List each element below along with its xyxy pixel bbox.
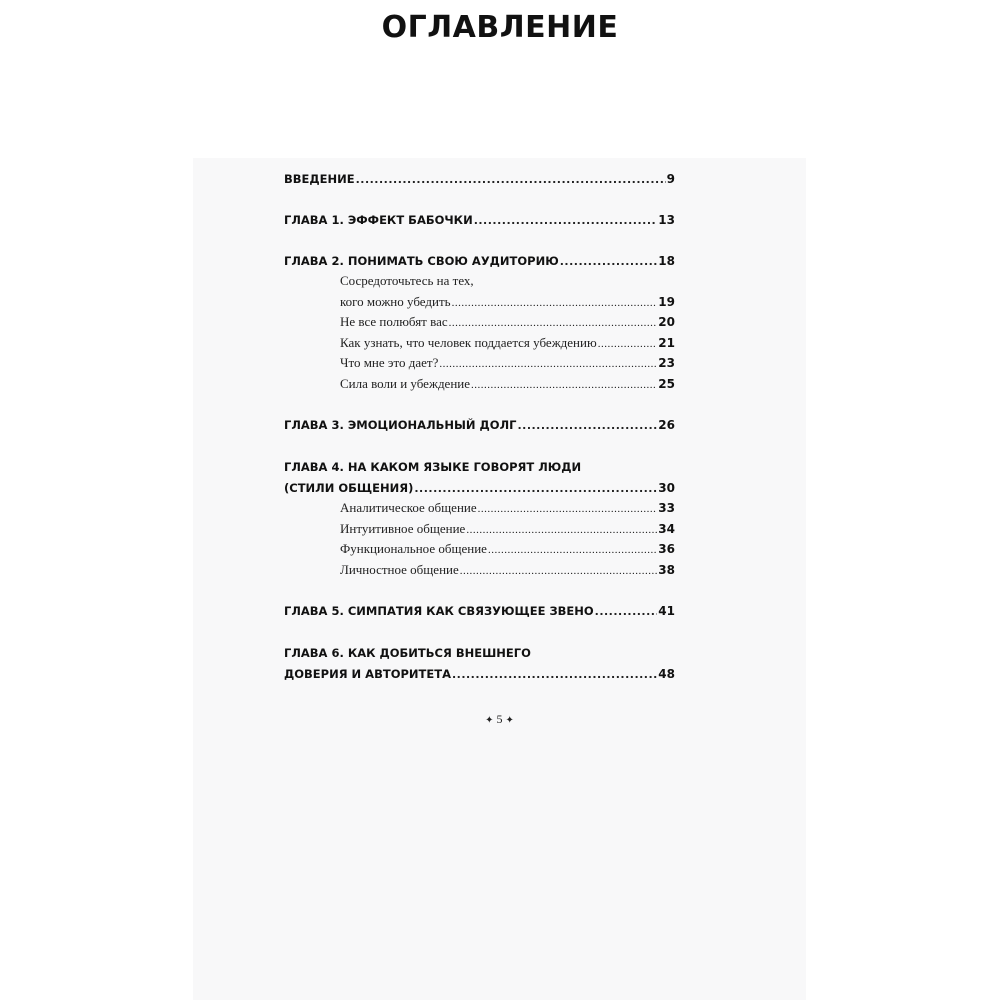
table-of-contents	[284, 169, 675, 684]
toc-entry-title: ВВЕДЕНИЕ	[284, 172, 355, 186]
toc-subentry-title: кого можно убедить	[340, 293, 451, 309]
toc-subentry-page: 21	[658, 335, 675, 350]
toc-entry-page: 18	[658, 254, 675, 268]
dot-leader	[356, 170, 666, 190]
toc-subentry-title: Функциональное общение	[340, 541, 487, 556]
toc-subentry-line: Сосредоточьтесь на тех,	[340, 273, 474, 288]
book-page	[193, 158, 806, 1000]
toc-subentry-title: Личностное общение	[340, 561, 459, 577]
toc-entry-intro[interactable]	[284, 169, 675, 189]
ornament-icon: ✦	[485, 715, 494, 726]
toc-entry-chapter-3[interactable]	[284, 415, 675, 435]
dot-leader	[452, 665, 657, 685]
toc-subentry[interactable]	[340, 374, 675, 395]
toc-subentry[interactable]	[340, 292, 675, 313]
toc-entry-page: 13	[658, 213, 675, 227]
toc-entry-chapter-2[interactable]	[284, 251, 675, 271]
dot-leader	[517, 416, 657, 436]
toc-subentry-title: Сила воли и убеждение	[340, 375, 471, 391]
toc-entry-title: ГЛАВА 2. ПОНИМАТЬ СВОЮ АУДИТОРИЮ	[284, 254, 559, 268]
page-footer	[193, 712, 806, 727]
toc-entry-page: 30	[658, 481, 675, 495]
toc-subentry-page: 19	[658, 294, 675, 309]
toc-subentry-page: 20	[658, 315, 675, 329]
dot-leader	[460, 561, 658, 582]
page-title: ОГЛАВЛЕНИЕ	[381, 10, 619, 45]
dot-leader	[471, 375, 657, 396]
dot-leader	[414, 479, 657, 499]
toc-subentry-page: 23	[658, 356, 675, 370]
dot-leader	[439, 354, 657, 375]
toc-entry-title: ГЛАВА 1. ЭФФЕКТ БАБОЧКИ	[284, 213, 473, 227]
toc-subentry-page: 25	[658, 376, 675, 391]
toc-entry-chapter-1[interactable]	[284, 210, 675, 230]
toc-entry-title-line: ГЛАВА 4. НА КАКОМ ЯЗЫКЕ ГОВОРЯТ ЛЮДИ	[284, 460, 582, 474]
page-number: 5	[496, 712, 503, 726]
toc-subentry-title: Что мне это дает?	[340, 355, 439, 370]
dot-leader	[478, 499, 658, 520]
toc-entry-page: 9	[666, 172, 675, 186]
toc-subentry-page: 33	[658, 501, 675, 515]
dot-leader	[598, 334, 658, 355]
toc-entry-chapter-4[interactable]	[284, 478, 675, 498]
toc-subentry-title: Как узнать, что человек поддается убеждению	[340, 334, 597, 350]
toc-subentry-page: 36	[658, 542, 675, 556]
toc-subentry[interactable]	[340, 333, 675, 354]
toc-entry-chapter-6[interactable]	[284, 664, 675, 684]
toc-subentry-title: Интуитивное общение	[340, 520, 466, 536]
toc-subentry[interactable]	[340, 353, 675, 374]
toc-entry-chapter-5[interactable]	[284, 601, 675, 621]
toc-entry-title: ГЛАВА 3. ЭМОЦИОНАЛЬНЫЙ ДОЛГ	[284, 418, 517, 432]
dot-leader	[452, 293, 658, 314]
dot-leader	[595, 602, 658, 622]
toc-entry-title: ДОВЕРИЯ И АВТОРИТЕТА	[284, 667, 451, 681]
dot-leader	[449, 313, 658, 334]
toc-subentry[interactable]	[340, 539, 675, 560]
dot-leader	[488, 540, 657, 561]
toc-entry-title: ГЛАВА 5. СИМПАТИЯ КАК СВЯЗУЮЩЕЕ ЗВЕНО	[284, 604, 594, 618]
toc-entry-page: 41	[658, 604, 675, 618]
toc-subentry-title: Аналитическое общение	[340, 500, 477, 515]
toc-entry-title-line: ГЛАВА 6. КАК ДОБИТЬСЯ ВНЕШНЕГО	[284, 646, 531, 660]
toc-subentry[interactable]	[340, 498, 675, 519]
dot-leader	[560, 252, 658, 272]
toc-subentry[interactable]	[340, 312, 675, 333]
toc-subentry[interactable]	[340, 519, 675, 540]
ornament-icon: ✦	[505, 715, 514, 726]
toc-subentry[interactable]	[340, 560, 675, 581]
toc-subentry-page: 34	[658, 521, 675, 536]
toc-subentry-page: 38	[658, 562, 675, 577]
toc-entry-page: 26	[658, 418, 675, 432]
dot-leader	[474, 211, 658, 231]
dot-leader	[466, 520, 657, 541]
toc-entry-page: 48	[658, 667, 675, 681]
toc-entry-title: (СТИЛИ ОБЩЕНИЯ)	[284, 481, 414, 495]
toc-subentry-title: Не все полюбят вас	[340, 314, 448, 329]
